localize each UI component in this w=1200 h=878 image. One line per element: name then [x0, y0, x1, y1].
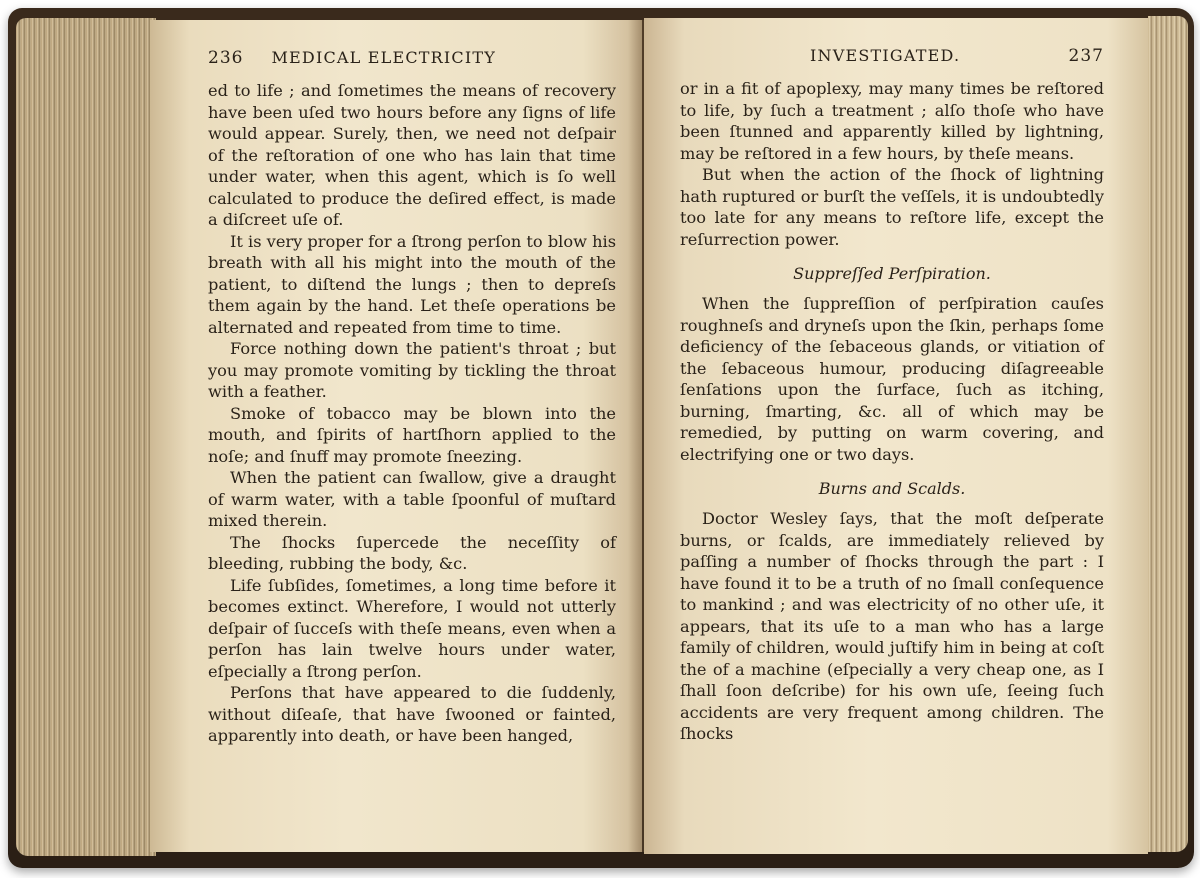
right-paragraph: But when the action of the ſhock of lightning hath ruptured or burſt the veſſels, it is undoubtedly too late for any means to reſtore life, except the reſurrection power.	[680, 165, 1104, 249]
right-page-header	[680, 46, 1104, 68]
left-paragraph: Smoke of tobacco may be blown into the mouth, and ſpirits of hartſhorn applied to the noſe; and ſnuff may promote ſneezing.	[208, 403, 616, 466]
right-paragraph: or in a fit of apoplexy, may many times be reſtored to life, by ſuch a treatment ; alſo thoſe who have been ſtunned and apparently killed by lightning, may be reſtored in a few hours, by theſe means.	[680, 79, 1104, 163]
section-heading: Burns and Scalds.	[818, 479, 966, 498]
left-paragraph: Life ſubſides, ſometimes, a long time before it becomes extinct. Wherefore, I would not utterly deſpair of ſucceſs with theſe means, even when a perſon has lain twelve hours under water, eſpecially a ſtrong perſon.	[208, 575, 616, 681]
left-page-header	[208, 48, 616, 70]
right-paragraph: Doctor Wesley ſays, that the moſt deſperate burns, or ſcalds, are immediately relieved by paſſing a number of ſhocks through the part : I have found it to be a truth of no ſmall conſequence to mankind ; and was electricity of no other uſe, it appears, that its uſe to a man who has a large family of children, would juſtify him in being at coſt the of a machine (eſpecially a very cheap one, as I ſhall ſoon deſcribe) for his own uſe, ſeeing ſuch accidents are very frequent among children. The ſhocks	[680, 509, 1104, 743]
right-page-number: 237	[1068, 46, 1104, 66]
left-paragraph: Force nothing down the patient's throat ; but you may promote vomiting by tickling the throat with a feather.	[208, 339, 616, 401]
right-page	[644, 18, 1148, 854]
section-heading: Suppreſſed Perſpiration.	[793, 264, 991, 283]
left-paragraph: Perſons that have appeared to die ſuddenly, without diſeaſe, that have ſwooned or fainted, apparently into death, or have been hanged,	[208, 683, 616, 745]
left-running-head: MEDICAL ELECTRICITY	[271, 48, 497, 67]
left-paragraph: ed to life ; and ſometimes the means of recovery have been uſed two hours before any ſigns of life would appear. Surely, then, we need not deſpair of the reſtoration of one who has lain that time under water, when this agent, which is ſo well calculated to produce the deſired effect, is made a diſcreet uſe of.	[208, 81, 616, 229]
left-paragraph: When the patient can ſwallow, give a draught of warm water, with a table ſpoonful of muſtard mixed therein.	[208, 468, 616, 530]
right-page-edges	[1148, 16, 1188, 852]
left-page	[150, 20, 642, 852]
right-paragraph: When the ſuppreſſion of perſpiration cauſes roughneſs and dryneſs upon the ſkin, perhaps ſome deficiency of the ſebaceous glands, or vitiation of the ſebaceous humour, producing diſagreeable ſenſations upon the ſurface, ſuch as itching, burning, ſmarting, &c. all of which may be remedied, by putting on warm covering, and electrifying one or two days.	[680, 294, 1104, 464]
right-running-head: INVESTIGATED.	[810, 46, 961, 65]
left-page-edges	[16, 18, 156, 856]
left-page-number: 236	[208, 48, 244, 68]
left-paragraph: The ſhocks ſupercede the neceſſity of bleeding, rubbing the body, &c.	[208, 532, 616, 573]
left-paragraph: It is very proper for a ſtrong perſon to blow his breath with all his might into the mouth of the patient, to diſtend the lungs ; then to depreſs them again by the hand. Let theſe operations be alternated and repeated from time to time.	[208, 231, 617, 337]
